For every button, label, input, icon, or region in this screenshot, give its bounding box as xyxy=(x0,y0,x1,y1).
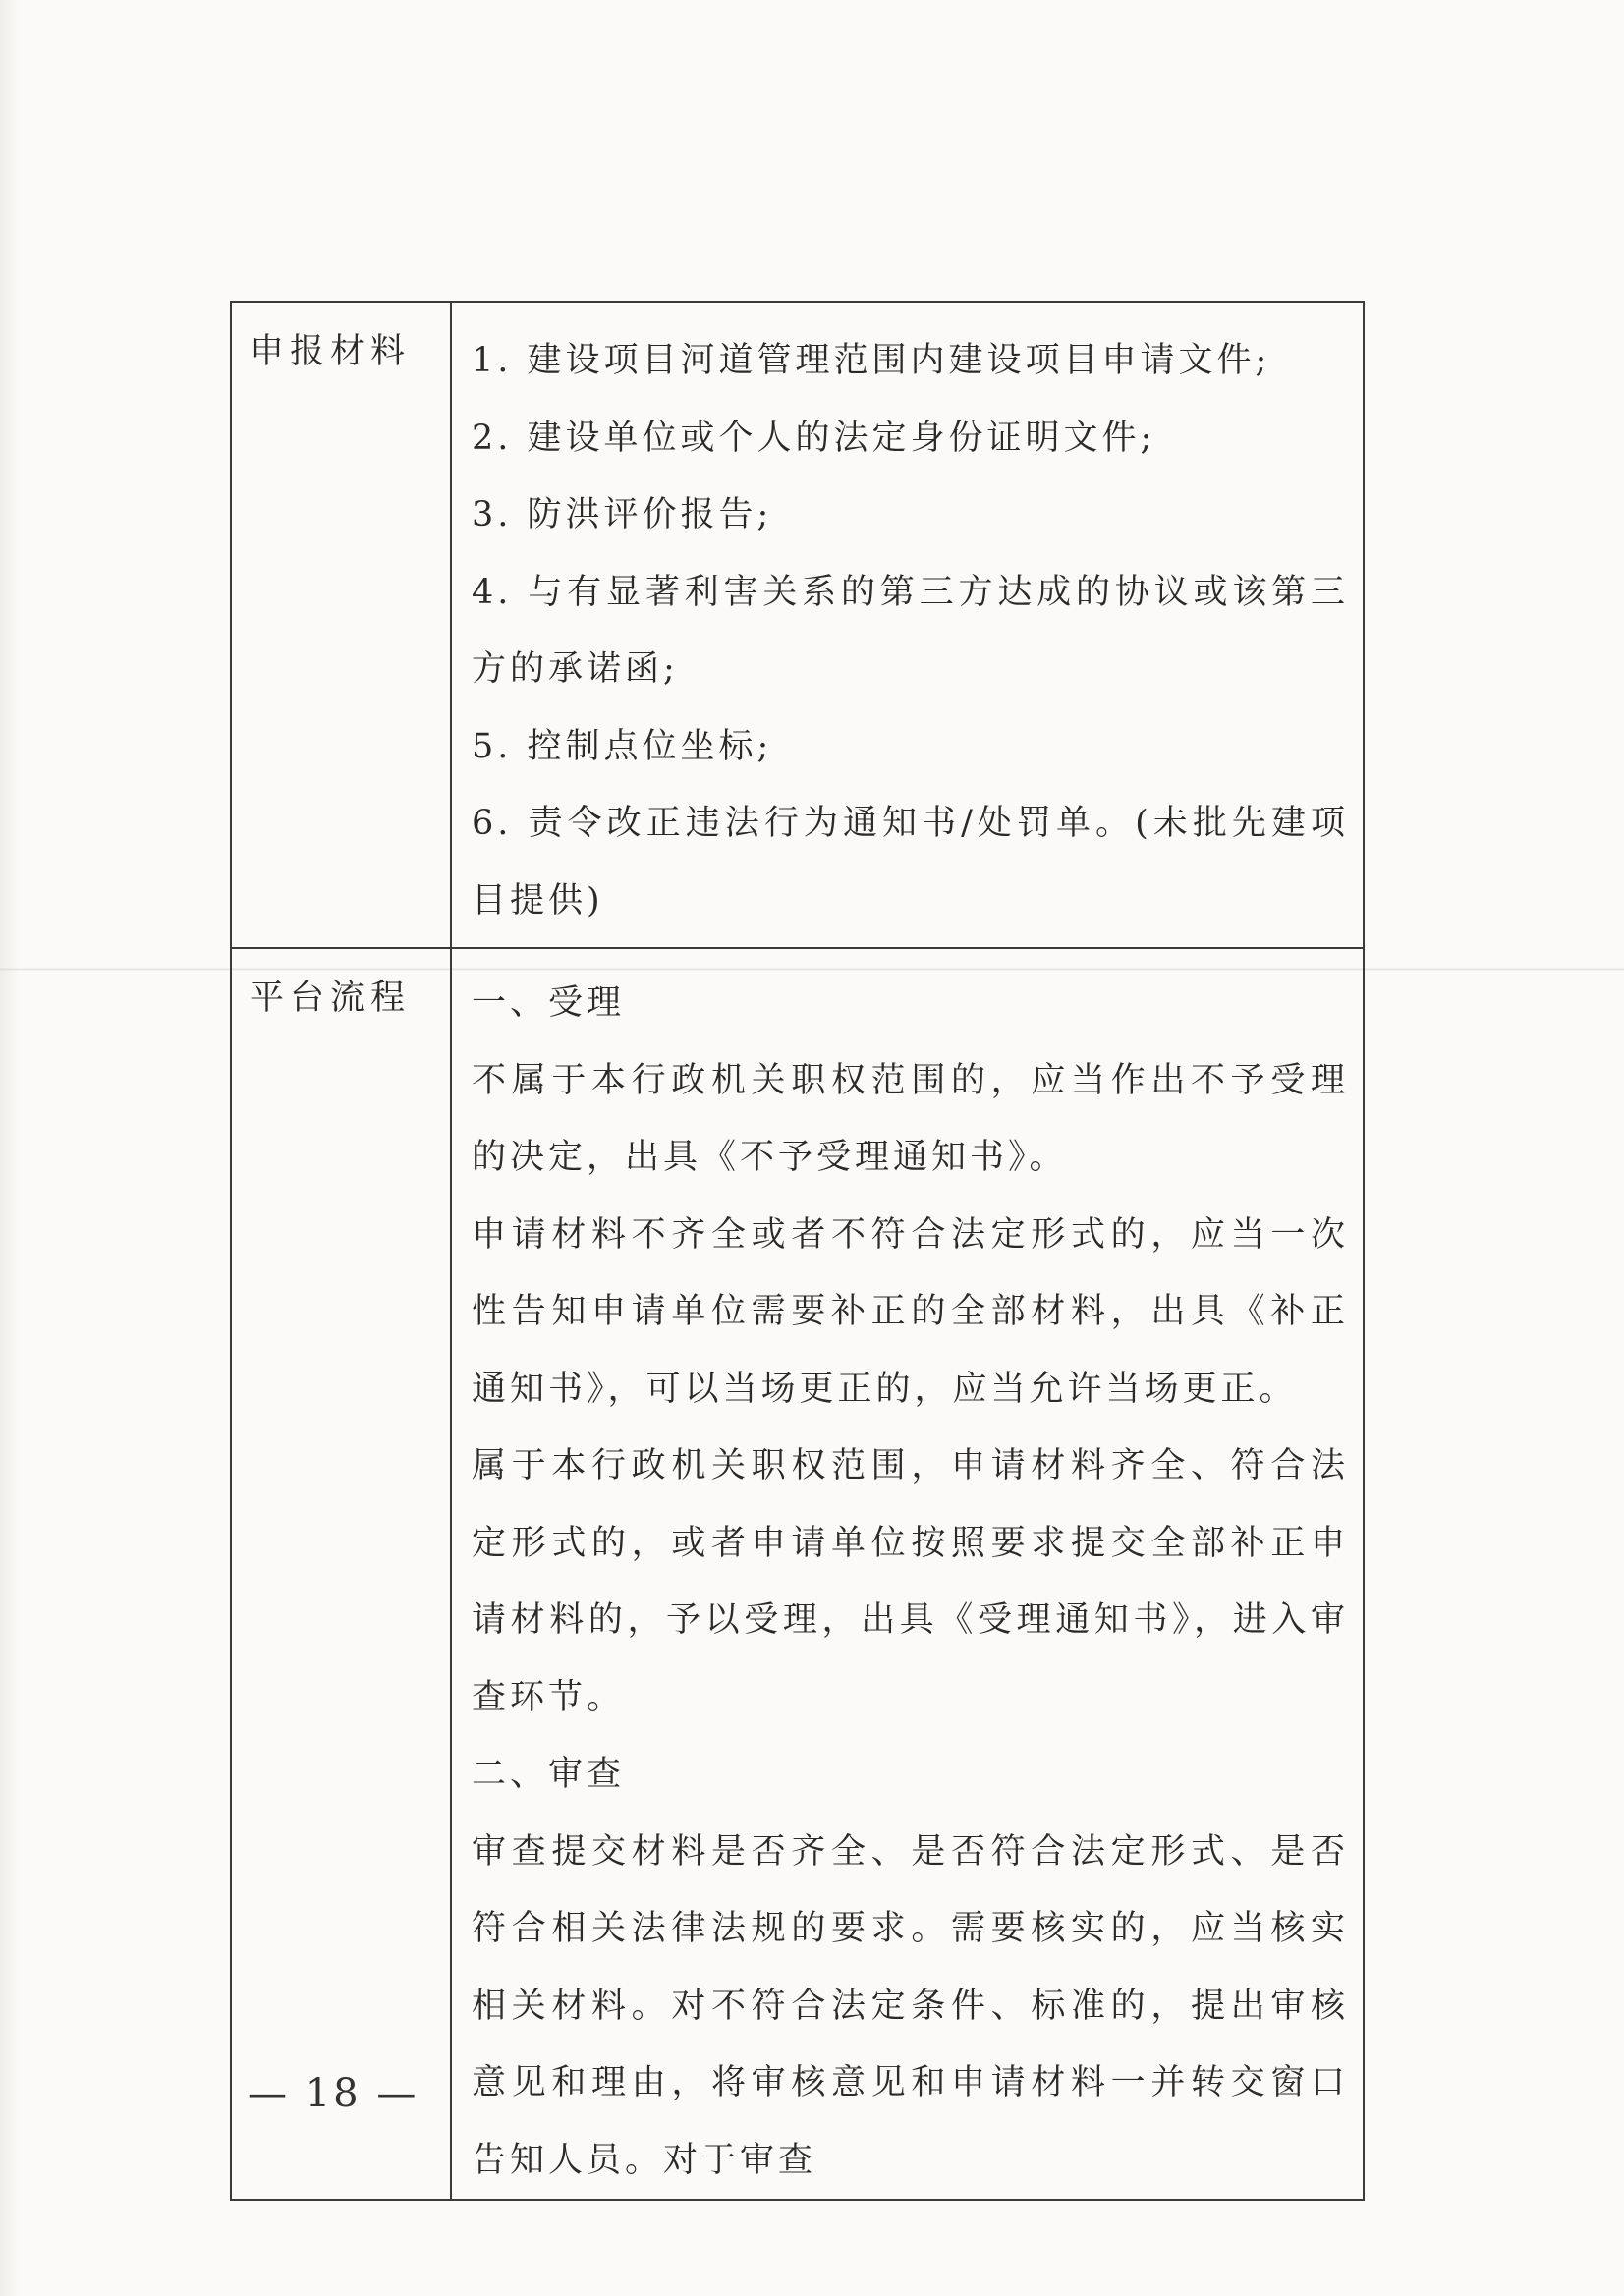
content-cell-application-materials xyxy=(451,302,1364,948)
section-heading-acceptance: 一、受理 xyxy=(472,983,626,1023)
section-heading-review: 二、审查 xyxy=(472,1755,626,1794)
row-label: 平台流程 xyxy=(250,979,412,1018)
page-edge-shadow xyxy=(0,0,20,2296)
process-paragraph: 审查提交材料是否齐全、是否符合法定形式、是否符合相关法律法规的要求。需要核实的，应当核实相关材料。对不符合法定条件、标准的，提出审核意见和理由，将审核意见和申请材料一并转交窗口告知人员。对于审查 xyxy=(472,1831,1349,2180)
label-cell-application-materials xyxy=(231,302,451,948)
material-item: 6. 责令改正违法行为通知书/处罚单。(未批先建项目提供) xyxy=(472,804,1349,921)
process-paragraph: 申请材料不齐全或者不符合法定形式的，应当一次性告知申请单位需要补正的全部材料，出具《补正通知书》，可以当场更正的，应当允许当场更正。 xyxy=(472,1214,1349,1409)
process-paragraph: 不属于本行政机关职权范围的，应当作出不予受理的决定，出具《不予受理通知书》。 xyxy=(472,1060,1349,1177)
table-row-platform-process xyxy=(231,948,1364,2200)
material-item: 1. 建设项目河道管理范围内建设项目申请文件; xyxy=(472,341,1271,380)
label-cell-platform-process xyxy=(231,948,451,2200)
process-paragraph: 属于本行政机关职权范围，申请材料齐全、符合法定形式的，或者申请单位按照要求提交全部补正申请材料的，予以受理，出具《受理通知书》，进入审查环节。 xyxy=(472,1446,1349,1717)
material-item: 5. 控制点位坐标; xyxy=(472,726,773,766)
table-row-application-materials xyxy=(231,302,1364,948)
material-item: 3. 防洪评价报告; xyxy=(472,495,773,534)
document-table xyxy=(230,301,1365,2201)
page-number: — 18 — xyxy=(248,2071,420,2116)
material-item: 4. 与有显著利害关系的第三方达成的协议或该第三方的承诺函; xyxy=(472,572,1349,689)
material-item: 2. 建设单位或个人的法定身份证明文件; xyxy=(472,418,1156,458)
row-label: 申报材料 xyxy=(250,332,412,371)
content-cell-platform-process xyxy=(451,948,1364,2200)
